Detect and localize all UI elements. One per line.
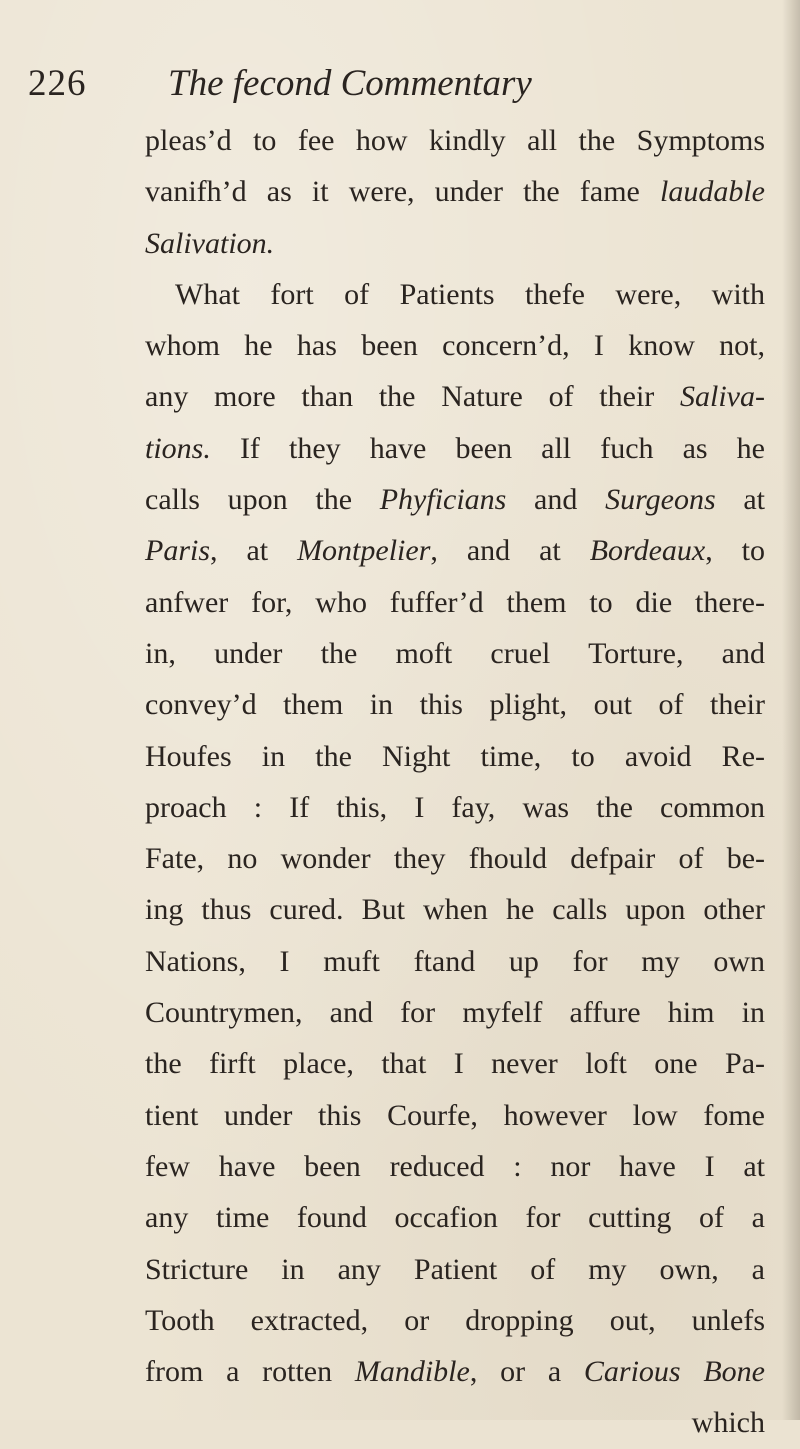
text-line: Nations, I muft ftand up for my own	[145, 944, 765, 978]
text-line: Paris, at Montpelier, and at Bordeaux, to	[145, 534, 765, 568]
text-line: Stricture in any Patient of my own, a	[145, 1252, 765, 1286]
text-line: from a rotten Mandible, or a Carious Bone	[145, 1355, 765, 1389]
page-header	[28, 62, 768, 112]
text-line: Countrymen, and for myfelf affure him in	[145, 996, 765, 1030]
text-line: any more than the Nature of their Saliva-	[145, 380, 765, 414]
catchword: which	[691, 1406, 765, 1440]
page-edge-shadow	[782, 0, 800, 1420]
text-line: Salivation.	[145, 226, 275, 260]
text-line: tions. If they have been all fuch as he	[145, 431, 765, 465]
text-line: the firft place, that I never loft one Pa-	[145, 1047, 765, 1081]
text-line: proach : If this, I fay, was the common	[145, 790, 765, 824]
text-line: vanifh’d as it were, under the fame laudable	[145, 175, 765, 209]
text-line: Houfes in the Night time, to avoid Re-	[145, 739, 765, 773]
text-line: convey’d them in this plight, out of their	[145, 688, 765, 722]
text-line: What fort of Patients thefe were, with	[175, 277, 765, 311]
page-number: 226	[28, 63, 87, 104]
running-title: The fecond Commentary	[168, 63, 532, 104]
body-text	[145, 115, 765, 1449]
text-line: ing thus cured. But when he calls upon other	[145, 893, 765, 927]
text-line: Fate, no wonder they fhould defpair of be-	[145, 842, 765, 876]
text-line: Tooth extracted, or dropping out, unlefs	[145, 1303, 765, 1337]
text-line: few have been reduced : nor have I at	[145, 1149, 765, 1183]
text-line: pleas’d to fee how kindly all the Symptoms	[145, 124, 765, 157]
text-line: anfwer for, who fuffer’d them to die there-	[145, 585, 765, 619]
text-line: tient under this Courfe, however low fome	[145, 1098, 765, 1132]
text-line: any time found occafion for cutting of a	[145, 1201, 765, 1235]
text-line: calls upon the Phyficians and Surgeons at	[145, 483, 765, 517]
text-line: whom he has been concern’d, I know not,	[145, 329, 765, 363]
text-line: in, under the moft cruel Torture, and	[145, 636, 765, 670]
